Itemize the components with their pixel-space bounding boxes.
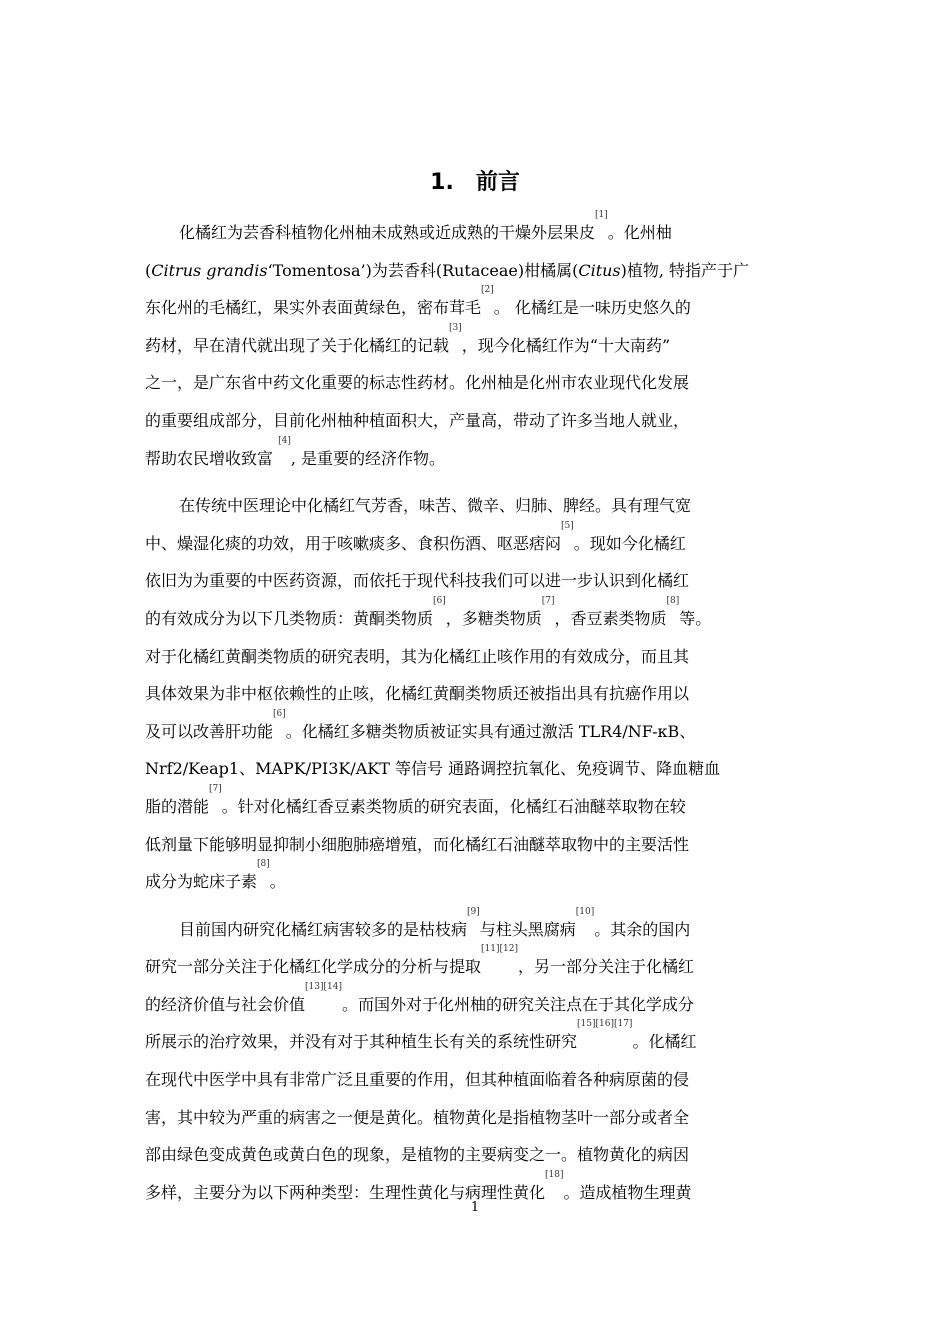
citation-ref: [10] [575,906,595,917]
section-title: 前言 [475,170,520,195]
text-run: 。而国外对于化州柚的研究关注点在于其化学成分 [341,994,694,1014]
paragraph [145,906,805,1212]
text-run: 。其余的国内 [594,919,691,939]
text-line [145,708,805,751]
body-text [145,210,805,1211]
text-run: 部由绿色变成黄色或黄白色的现象，是植物的主要病变之一。植物黄化的病因 [145,1145,690,1165]
text-run: 中、燥湿化痰的功效，用于咳嗽痰多、食积伤酒、呕恶痞闷 [145,533,562,553]
text-run: 之一，是广东省中药文化重要的标志性药材。化州柚是化州市农业现代化发展 [145,373,690,393]
text-line [145,826,805,864]
text-line [145,981,805,1024]
text-run: 具体效果为非中枢依赖性的止咳，化橘红黄酮类物质还被指出具有抗癌作用以 [145,684,690,704]
text-line [145,487,805,525]
text-run: 害，其中较为严重的病害之一便是黄化。植物黄化是指植物茎叶一部分或者全 [145,1107,690,1127]
text-line [145,520,805,563]
citation-ref: [8] [666,595,680,606]
citation-ref: [1] [595,210,608,220]
text-run: 的重要组成部分，目前化州柚种植面积大，产量高，带动了许多当地人就业， [145,410,690,430]
text-line [145,364,805,402]
text-line [145,1136,805,1174]
citation-ref: [4] [278,435,291,446]
section-heading [0,166,950,200]
text-line [145,1099,805,1137]
text-line [145,435,805,478]
text-run: 目前国内研究化橘红病害较多的是枯枝病 [179,919,468,939]
citation-ref: [5] [561,520,574,531]
text-run: 。化州柚 [607,223,672,242]
citation-ref: [18] [545,1169,564,1180]
citation-ref: [13][14] [305,981,342,992]
text-line [145,595,805,638]
text-run: 化橘红为芸香科植物化州柚未成熟或近成熟的干燥外层果皮 [179,223,596,242]
text-run: 的经济价值与社会价值 [145,994,306,1014]
citation-ref: [3] [449,322,462,333]
text-run: 脂的潜能 [145,796,210,816]
text-run: 药材，早在清代就出现了关于化橘红的记载 [145,335,450,355]
paragraph [145,487,805,901]
text-run: 多样，主要分为以下两种类型：生理性黄化与病理性黄化 [145,1182,546,1202]
section-number: 1. [430,170,454,195]
text-run: 。化橘红 [632,1032,697,1052]
text-line [145,210,805,252]
text-run: ，另一部分关注于化橘红 [517,957,694,977]
text-line [145,906,805,949]
text-line [145,859,805,901]
text-run: ，香豆素类物质 [554,608,667,628]
citation-ref: [7] [209,783,222,794]
text-line [145,322,805,365]
text-run: 研究一部分关注于化橘红化学成分的分析与提取 [145,957,482,977]
text-run: ‘Tomentosa’)为芸香科(Rutaceae)柑橘属( [267,260,579,280]
citation-ref: [2] [481,285,494,296]
text-line [145,252,805,290]
text-line [145,1061,805,1099]
text-run: 依旧为为重要的中医药资源，而依托于现代科技我们可以进一步认识到化橘红 [145,571,690,591]
text-run: )植物, 特指产于广 [620,260,750,280]
text-line [145,402,805,440]
text-run: 在传统中医理论中化橘红气芳香，味苦、微辛、归肺、脾经。具有理气宽 [179,496,692,516]
text-run: 成分为蛇床子素 [145,872,258,892]
text-run: 在现代中医学中具有非常广泛且重要的作用，但其种植面临着各种病原菌的侵 [145,1070,690,1090]
text-run: 。造成植物生理黄 [563,1182,692,1202]
citation-ref: [8] [257,859,270,870]
text-line [145,783,805,826]
citation-ref: [7] [541,595,555,606]
text-run: 。化橘红多糖类物质被证实具有通过激活 TLR4/NF-κB、 [285,721,696,741]
citation-ref: [15][16][17] [577,1019,633,1030]
text-run: 低剂量下能够明显抑制小细胞肺癌增殖，而化橘红石油醚萃取物中的主要活性 [145,834,690,854]
text-run: 。 化橘红是一味历史悠久的 [493,298,691,318]
text-run: ( [145,260,152,280]
text-run: ，现今化橘红作为“十大南药” [461,335,671,355]
text-run: ，多糖类物质 [445,608,542,628]
text-line [145,750,805,788]
text-line [145,675,805,713]
text-run: 与柱头黑腐病 [479,919,576,939]
text-line [145,944,805,986]
text-line [145,638,805,676]
text-run: 。现如今化橘红 [573,533,686,553]
text-run: , 是重要的经济作物。 [290,448,446,468]
text-run: 。 [269,872,286,892]
text-line [145,1019,805,1061]
citation-ref: [11][12] [481,944,518,955]
text-run: 东化州的毛橘红，果实外表面黄绿色，密布茸毛 [145,298,482,318]
italic-term: Citus [578,260,621,280]
text-line [145,285,805,327]
text-run: 等。 [679,608,712,628]
text-line [145,562,805,600]
italic-term: Citrus grandis [151,260,268,280]
text-run: 的有效成分为以下几类物质：黄酮类物质 [145,608,434,628]
text-run: 帮助农民增收致富 [145,448,279,468]
citation-ref: [6] [273,708,286,719]
citation-ref: [9] [467,906,480,917]
text-run: 所展示的治疗效果，并没有对于其种植生长有关的系统性研究 [145,1032,578,1052]
text-run: Nrf2/Keap1、MAPK/PI3K/AKT 等信号 通路调控抗氧化、免疫调节、降血糖血 [145,759,721,779]
page-number: 1 [470,1200,480,1215]
paragraph [145,210,805,477]
citation-ref: [6] [433,595,446,606]
text-run: 及可以改善肝功能 [145,721,274,741]
text-run: 对于化橘红黄酮类物质的研究表明，其为化橘红止咳作用的有效成分，而且其 [145,646,690,666]
text-run: 。针对化橘红香豆素类物质的研究表面，化橘红石油醚萃取物在较 [221,796,686,816]
